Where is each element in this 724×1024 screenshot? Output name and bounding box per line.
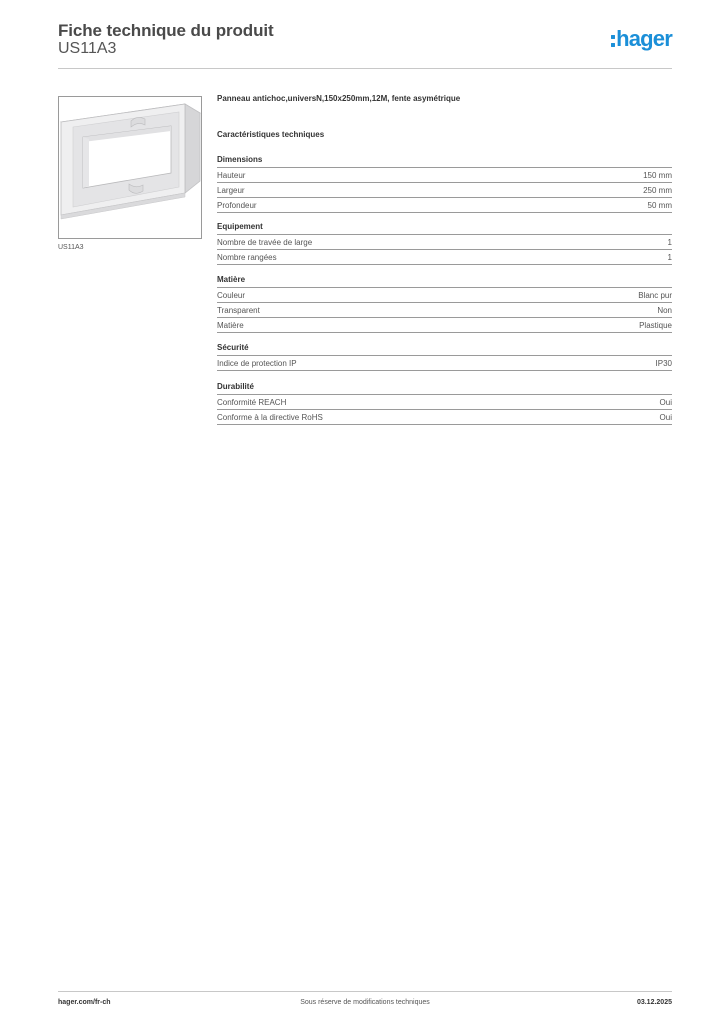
spec-value: 150 mm <box>643 171 672 180</box>
spec-label: Hauteur <box>217 171 246 180</box>
footer-website-link[interactable]: hager.com/fr-ch <box>58 999 111 1006</box>
product-description: Panneau antichoc,universN,150x250mm,12M, fente asymétrique <box>217 94 461 103</box>
spec-value: 50 mm <box>647 201 672 210</box>
spec-value: Blanc pur <box>638 291 672 300</box>
section-title: Equipement <box>217 222 672 235</box>
spec-value: 250 mm <box>643 186 672 195</box>
logo-text: hager <box>616 26 672 51</box>
page-header <box>58 20 672 70</box>
section-title: Matière <box>217 275 672 288</box>
logo-colon-icon <box>611 35 615 47</box>
spec-row <box>217 235 672 250</box>
section-dimensions <box>217 155 672 213</box>
spec-label: Nombre de travée de large <box>217 238 313 247</box>
spec-value: Oui <box>659 413 672 422</box>
spec-value: IP30 <box>655 359 672 368</box>
spec-label: Transparent <box>217 306 260 315</box>
spec-row <box>217 250 672 265</box>
spec-label: Largeur <box>217 186 245 195</box>
image-caption: US11A3 <box>58 244 84 251</box>
spec-label: Nombre rangées <box>217 253 277 262</box>
spec-value: 1 <box>667 253 672 262</box>
spec-row <box>217 198 672 213</box>
characteristics-heading: Caractéristiques techniques <box>217 130 325 139</box>
footer-date: 03.12.2025 <box>636 999 672 1006</box>
spec-label: Couleur <box>217 291 246 300</box>
section-matiere <box>217 275 672 333</box>
page-footer <box>58 999 672 1011</box>
spec-label: Indice de protection IP <box>217 359 297 368</box>
spec-label: Matière <box>217 321 244 330</box>
section-equipement <box>217 222 672 265</box>
spec-row <box>217 410 672 425</box>
spec-value: Plastique <box>639 321 672 330</box>
spec-row <box>217 183 672 198</box>
spec-value: Non <box>657 306 672 315</box>
spec-label: Profondeur <box>217 201 257 210</box>
section-title: Sécurité <box>217 343 672 356</box>
footer-disclaimer: Sous réserve de modifications techniques <box>300 999 430 1006</box>
section-title: Dimensions <box>217 155 672 168</box>
page-title: Fiche technique du produit <box>58 21 274 40</box>
spec-row <box>217 288 672 303</box>
spec-row <box>217 303 672 318</box>
spec-label: Conforme à la directive RoHS <box>217 413 323 422</box>
section-title: Durabilité <box>217 382 672 395</box>
header-divider <box>58 68 672 69</box>
hager-logo <box>611 28 672 50</box>
spec-value: 1 <box>667 238 672 247</box>
product-image <box>58 96 202 239</box>
spec-row <box>217 356 672 371</box>
footer-divider <box>58 991 672 992</box>
spec-row <box>217 318 672 333</box>
spec-label: Conformité REACH <box>217 398 287 407</box>
spec-value: Oui <box>659 398 672 407</box>
section-securite <box>217 343 672 371</box>
product-reference: US11A3 <box>58 40 117 57</box>
section-durabilite <box>217 382 672 425</box>
spec-row <box>217 395 672 410</box>
spec-row <box>217 168 672 183</box>
